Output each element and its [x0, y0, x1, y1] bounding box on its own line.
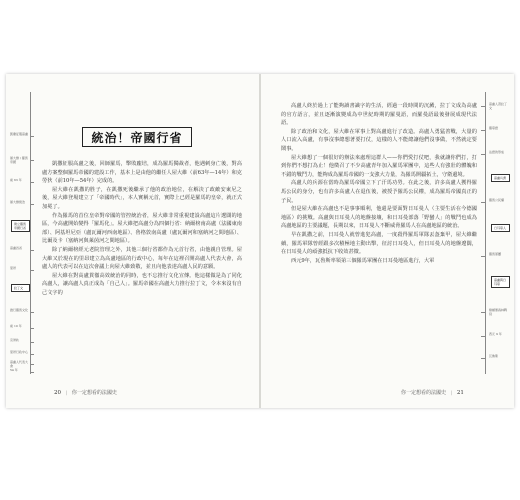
left-body-text: [42, 160, 242, 298]
page-number: 20: [54, 390, 61, 396]
margin-note: 屋大維統治: [10, 200, 26, 204]
margin-note: 羅馬軍團: [489, 252, 502, 256]
margin-note: 推行羅馬文化: [10, 308, 29, 312]
paragraph: 作為羅馬的首位皇帝對帝國的管控統治者，屋大維非常重視建設高盧這片遼闊的地區，今高盧開始變得「羅馬化」。屋大維把高盧分為四個行省：納爾榜南高盧（法國東南部）、阿基坦尼亞（盧瓦爾河西南地區）、魯格敦南高盧（盧瓦爾河和塞納河之間地區）、比爾及卡（塞納河與萊茵河之間地區）。: [42, 212, 242, 245]
running-footer: 你一定想看的法國史: [401, 390, 447, 396]
margin-note: 高盧四省: [10, 246, 23, 250]
timeline-tick: [481, 130, 485, 131]
margin-callout-box: 拉丁文: [11, 284, 30, 292]
margin-note: 凱撒征服高盧: [10, 132, 29, 136]
margin-callout-box: 高盧兵源: [491, 174, 510, 182]
paragraph: 屋大維想了一個很好的辦法來處理這群人——你們愛打仗吧，我就讓你們打，打到你們不想打為止！他徵召了不少高盧青年加入羅馬軍團中，這些人有強壯的體魄和不錯的戰鬥力，能夠成為羅馬帝國的一支強大力量，為羅馬開疆拓土，守衛邊境。: [281, 154, 477, 178]
running-footer: 你一定想看的法國史: [71, 390, 117, 396]
margin-note: 法語的形成: [489, 150, 505, 154]
paragraph: 高盧人的兵源在當時為羅馬帝國立下了汗馬功勞。在此之後，許多高盧人獲得羅馬公民的身分，也有許多高盧人在退伍後，被授予羅馬公民權，成為羅馬帝國真正的子民。: [281, 180, 477, 204]
timeline-tick: [30, 354, 34, 355]
left-timeline-line: [30, 92, 31, 374]
timeline-tick: [30, 364, 34, 365]
right-body-text: [281, 102, 477, 265]
margin-note: 高盧人代表大會: [10, 360, 29, 368]
right-footer: 你一定想看的法國史 | 21: [401, 390, 464, 396]
paragraph: 高盧人終於過上了能夠讀書識字的生活，經過一段時間的沉澱，拉丁文成為高盧的官方語言，並且逐漸演變成為中世紀時期的羅曼語，而羅曼語最後發展成現代法語。: [281, 103, 477, 127]
timeline-tick: [481, 336, 485, 337]
left-page: [6, 74, 259, 408]
margin-note: 前 10 年: [10, 324, 22, 328]
timeline-tick: [30, 328, 34, 329]
paragraph: 早在凱撒之前，日耳曼人就曾進犯高盧，一度殺得羅馬軍隊丟盔棄甲，屋大維繼續，羅馬軍隊曾經跟多次積極地主動出擊，征討日耳曼人，但日耳曼人的地盤遼闊，在日耳曼人的頑強抵抗下收效甚微。: [281, 231, 477, 256]
margin-note: 西元 9 年: [489, 332, 502, 336]
page-number: 21: [456, 390, 464, 396]
chapter-title-box: [82, 127, 192, 147]
timeline-tick: [30, 372, 34, 373]
margin-note: 克勞狄: [10, 338, 20, 342]
margin-callout-box: 高盧與日耳曼: [491, 276, 510, 288]
book-spread: [6, 74, 514, 408]
margin-note: 高盧人習拉丁文: [489, 102, 508, 110]
timeline-tick: [481, 202, 485, 203]
timeline-tick: [30, 160, 34, 161]
margin-note: 條頓堡森林戰役: [489, 308, 508, 316]
paragraph: 屋大維在對高盧貫徹高效統治的同時，也不忘推行文化宣傳。他這樣做是為了同化高盧人，讓高盧人真正成為「自己人」。羅馬帝國在高盧大力推行拉丁文，令本來沒有自己文字的: [42, 272, 242, 296]
paragraph: 除了納爾榜經元老院管理之外，其他三個行省都作為元首行省，由他親自管理。屋大維又於現在的里昂建立為高盧地區的行政中心，每年在這裡召開高盧人代表大會，高盧人的代表可以在這次會議上向屋大維致敬，並且向他表達高盧人民的意願。: [42, 246, 242, 271]
timeline-tick: [30, 182, 34, 183]
margin-callout-box: 建立羅馬帝國行省: [11, 220, 30, 232]
timeline-tick: [30, 270, 34, 271]
timeline-tick: [481, 106, 485, 107]
right-page: [261, 74, 514, 408]
timeline-tick: [30, 312, 34, 313]
margin-note: 瓦魯斯: [489, 354, 499, 358]
margin-note: 屋大維 / 羅馬帝國: [10, 156, 28, 164]
margin-note: 54 年: [10, 368, 18, 372]
chapter-title: 統治！帝國行省: [91, 131, 183, 145]
margin-callout-box: 日耳曼人: [491, 224, 510, 232]
margin-note: 里昂行政中心: [10, 350, 29, 354]
margin-note: 羅曼語: [489, 126, 499, 130]
right-timeline-line: [485, 92, 486, 374]
timeline-tick: [30, 204, 34, 205]
timeline-tick: [30, 342, 34, 343]
timeline-tick: [481, 256, 485, 257]
margin-note: 前 63 年: [10, 178, 22, 182]
paragraph: 除了政治和文化，屋大維在軍事上對高盧進行了改造。高盧人勇猛善戰，大量的人口流入高盧，有事沒事總想著要打仗，這樣的人不能總讓他們沒事做，不然就定要鬧事。: [281, 128, 477, 152]
paragraph: 屋大維在凱撒的胜子，在凱撒死後繼承了他的政治地位，在解決了政敵安東尼之後，屋大維登場建立了「帝國時代」，本人實稱元首，實際上已經是羅馬的皇帝，就正式加冕了。: [42, 186, 242, 210]
timeline-tick: [481, 154, 485, 155]
margin-note: 里昂: [10, 266, 17, 270]
paragraph: 西元9年，瓦魯斯率領第三個羅馬軍團在日耳曼地區進行，大軍: [291, 257, 435, 264]
timeline-tick: [481, 312, 485, 313]
left-footer: 20 | 你一定想看的法國史: [54, 390, 117, 396]
margin-note: 羅馬公民權: [489, 198, 505, 202]
timeline-tick: [30, 136, 34, 137]
timeline-tick: [30, 250, 34, 251]
timeline-tick: [481, 358, 485, 359]
paragraph: 凱撒征服高盧之後，回師羅馬，擊敗龐培，成為羅馬獨裁者，他遇刺身亡後，對高盧方案整個羅馬帝國的建設工作，基本上是由他的繼任人屋大維（前63年—14年）和克勞狄（前10年—54年）完成的。: [42, 161, 242, 185]
paragraph: 但是屋大維在高盧也不是事事順利，他還是要面對日耳曼人（主要生活在今德國地區）的挑戰。高盧與日耳曼人的地盤接壤，和日耳曼部落「野蠻人」的戰鬥也成為高盧地區的主要議題，長期以來，日耳曼人不斷威脅羅馬人在高盧地區的統治。: [281, 206, 477, 230]
